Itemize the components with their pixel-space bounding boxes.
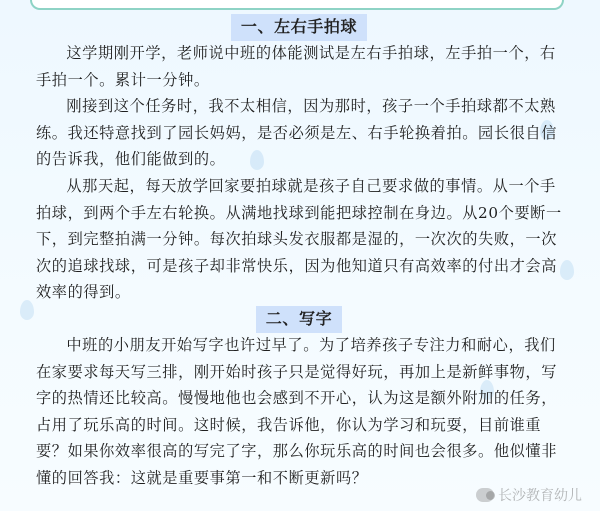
top-border-decoration xyxy=(30,0,564,10)
decorative-drop xyxy=(560,260,574,280)
watermark-text: 长沙教育幼儿 xyxy=(498,488,582,504)
wechat-icon xyxy=(476,488,494,502)
section-heading: 二、写字 xyxy=(256,306,342,333)
paragraph: 从那天起，每天放学回家要拍球就是孩子自己要求做的事情。从一个手拍球，到两个手左右轮换。从满地找球到能把球控制在身边。从20个要断一下，到完整拍满一分钟。每次拍球头发衣服都是湿的，一次次的失败，一次次的追球找球，可是孩子却非常快乐，因为他知道只有高效率的付出才会高效率的得到。 xyxy=(36,176,562,302)
article-body xyxy=(36,14,562,492)
paragraph: 这学期刚开学，老师说中班的体能测试是左右手拍球，左手拍一个，右手拍一个。累计一分钟。 xyxy=(36,44,556,89)
section-heading: 一、左右手拍球 xyxy=(231,14,367,41)
paragraph: 刚接到这个任务时，我不太相信，因为那时，孩子一个手拍球都不太熟练。我还特意找到了园长妈妈，是否必须是左、右手轮换着拍。园长很自信的告诉我，他们能做到的。 xyxy=(36,97,557,169)
section-heading-wrap xyxy=(36,306,562,332)
watermark xyxy=(476,485,582,505)
section-heading-wrap xyxy=(36,14,562,40)
paragraph: 中班的小朋友开始写字也许过早了。为了培养孩子专注力和耐心，我们在家要求每天写三排，刚开始时孩子只是觉得好玩，再加上是新鲜事物，写字的热情还比较高。慢慢地他也会感到不开心，认为这是额外附加的任务，占用了玩乐高的时间。这时候，我告诉他，你认为学习和玩耍，目前谁重要？如果你效率很高的写完了字，那么你玩乐高的时间也会很多。他似懂非懂的回答我：这就是重要事第一和不断更新吗？ xyxy=(36,335,557,487)
decorative-drop xyxy=(20,300,34,320)
